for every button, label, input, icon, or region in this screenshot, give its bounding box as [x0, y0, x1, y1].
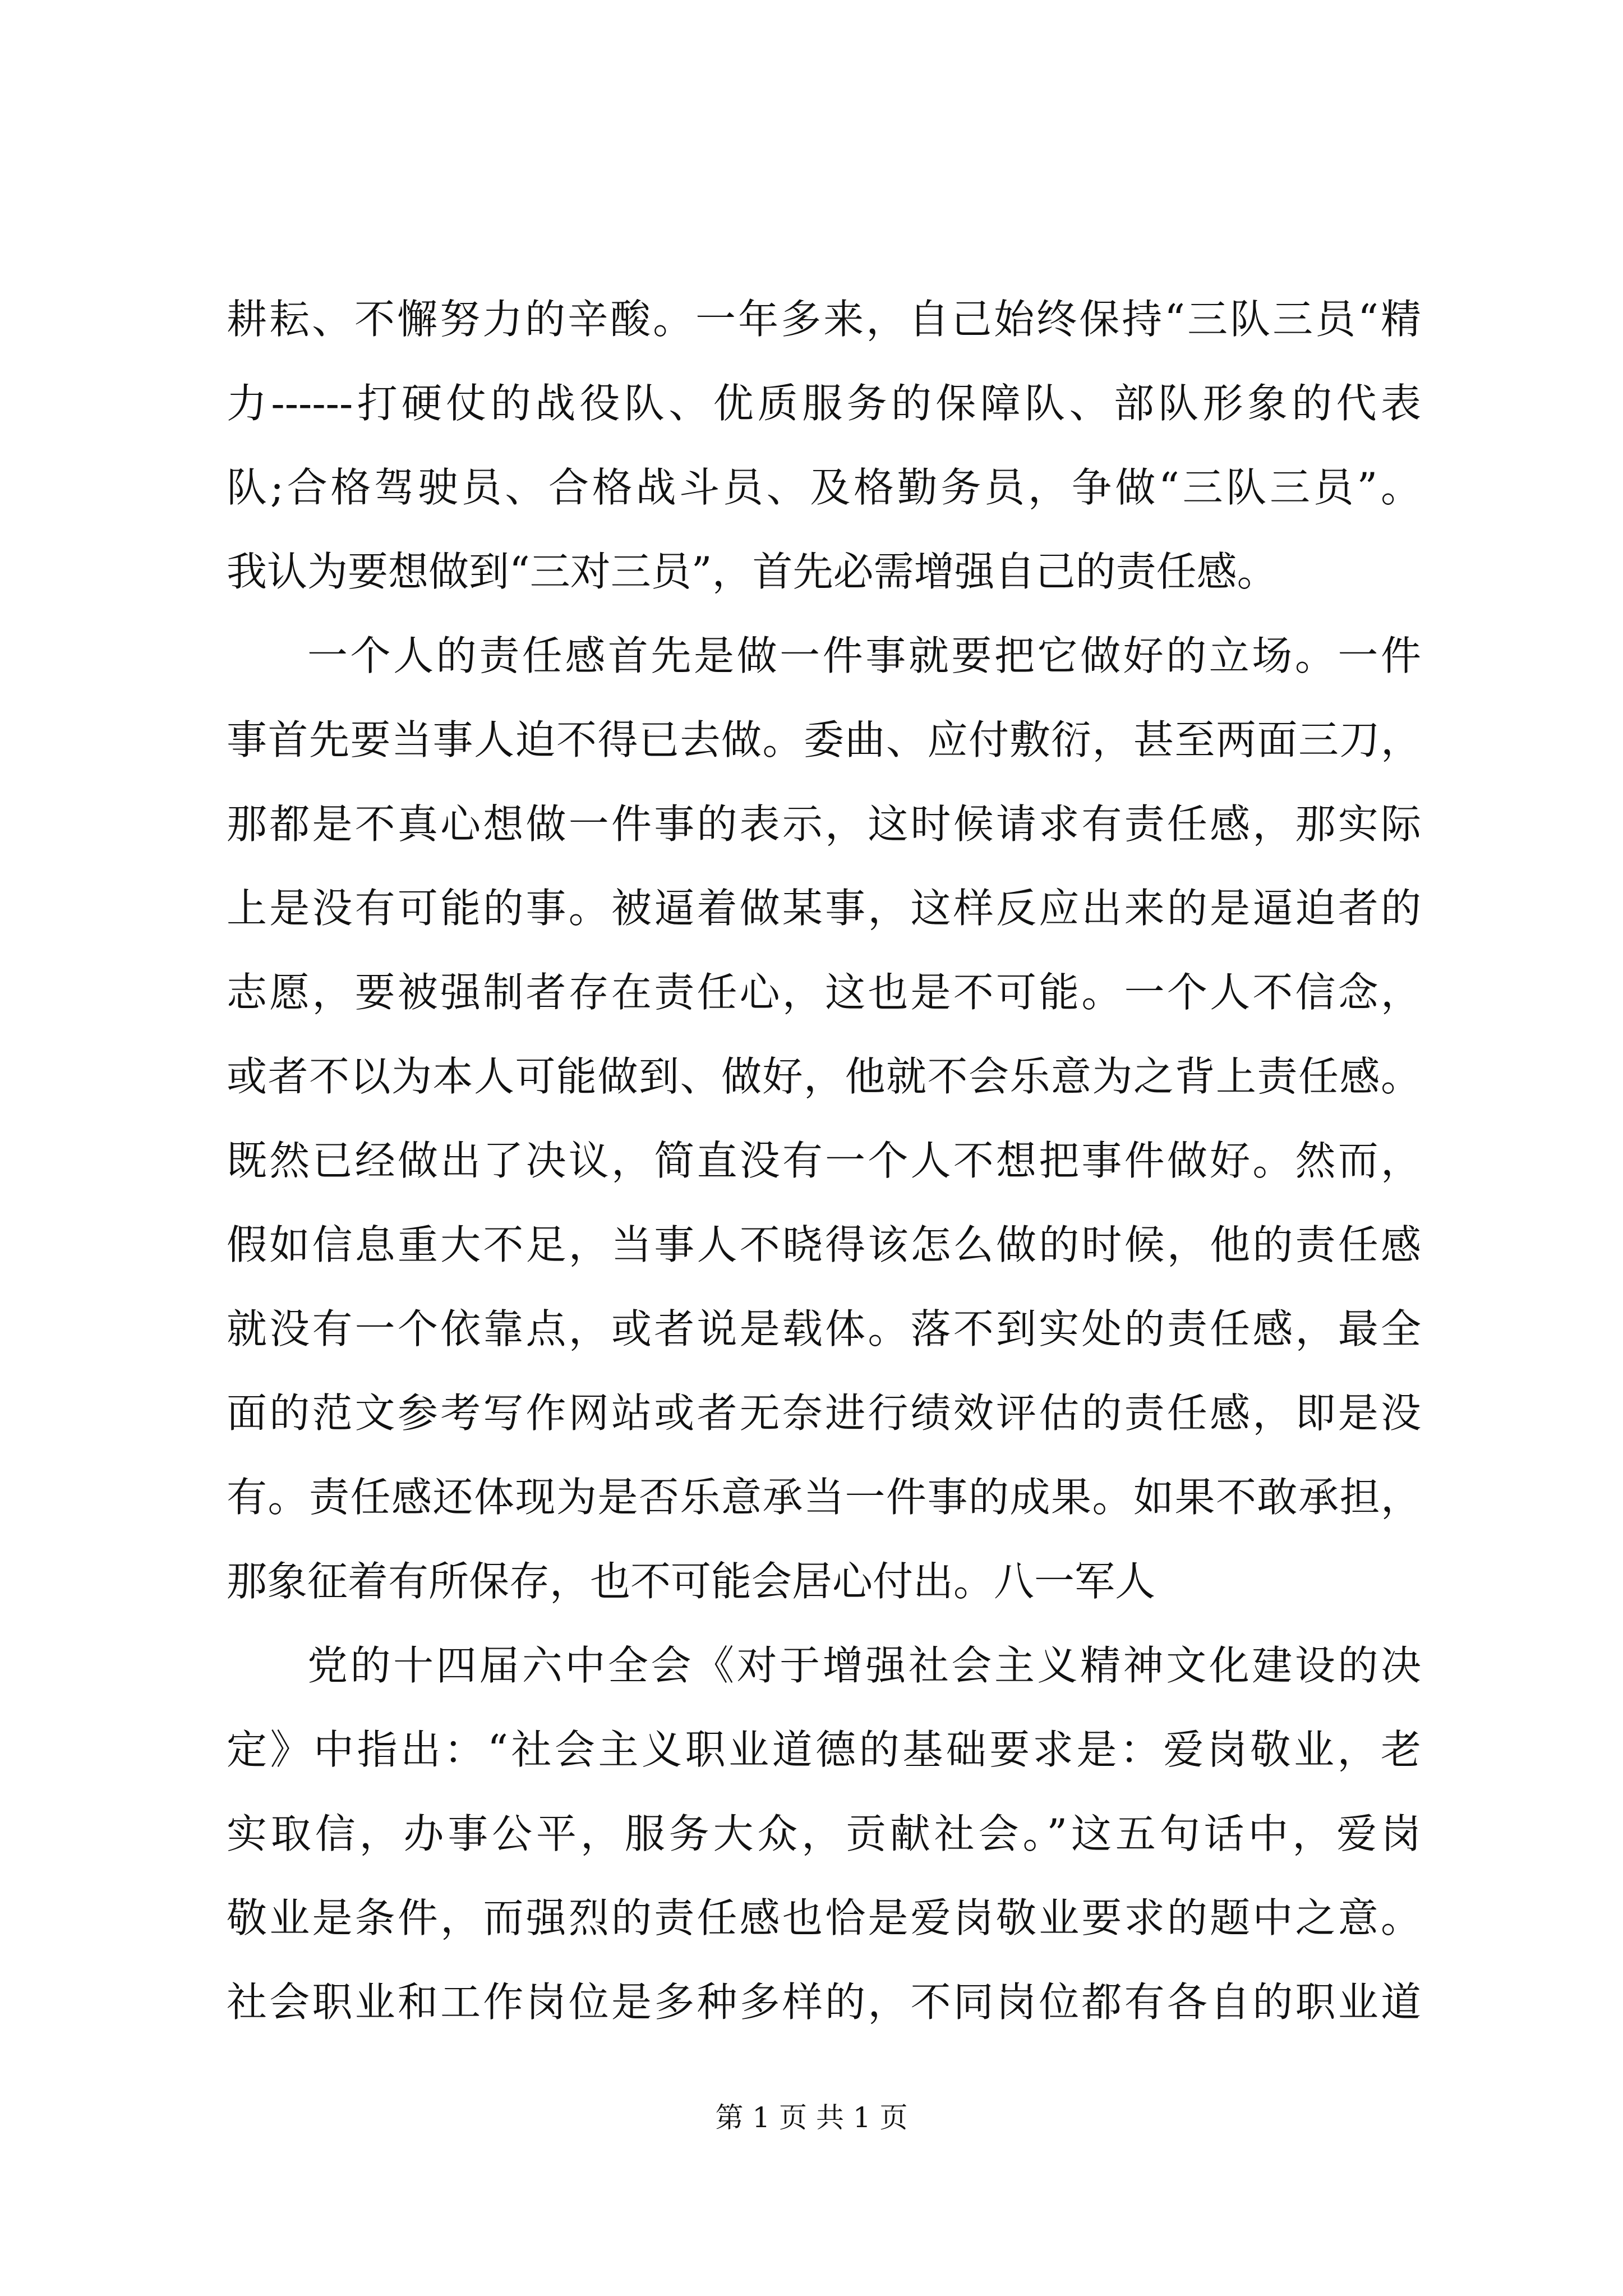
text-line: 既然已经做出了决议，简直没有一个人不想把事件做好。然而，	[227, 1137, 1421, 1184]
text-line: 面的范文参考写作网站或者无奈进行绩效评估的责任感，即是没	[227, 1389, 1421, 1437]
text-line: 力------打硬仗的战役队、优质服务的保障队、部队形象的代表	[227, 380, 1421, 427]
text-line: 队;合格驾驶员、合格战斗员、及格勤务员，争做“三队三员”。	[227, 464, 1421, 511]
text-line: 上是没有可能的事。被逼着做某事，这样反应出来的是逼迫者的	[227, 885, 1421, 932]
text-line: 那都是不真心想做一件事的表示，这时候请求有责任感，那实际	[227, 800, 1421, 848]
paragraph-first-line: 党的十四届六中全会《对于增强社会主义精神文化建设的决	[307, 1642, 1421, 1689]
text-line: 我认为要想做到“三对三员”，首先必需增强自己的责任感。	[227, 548, 1278, 595]
text-line: 定》中指出：“社会主义职业道德的基础要求是：爱岗敬业，老	[227, 1726, 1421, 1773]
text-line: 敬业是条件，而强烈的责任感也恰是爱岗敬业要求的题中之意。	[227, 1894, 1421, 1941]
text-line: 社会职业和工作岗位是多种多样的，不同岗位都有各自的职业道	[227, 1978, 1421, 2026]
text-line: 有。责任感还体现为是否乐意承当一件事的成果。如果不敢承担，	[227, 1474, 1421, 1521]
text-line: 实取信，办事公平，服务大众，贡献社会。”这五句话中，爱岗	[227, 1810, 1421, 1857]
paragraph-first-line: 一个人的责任感首先是做一件事就要把它做好的立场。一件	[307, 632, 1421, 679]
text-line: 假如信息重大不足，当事人不晓得该怎么做的时候，他的责任感	[227, 1221, 1421, 1268]
page-number-footer: 第 1 页 共 1 页	[715, 2101, 908, 2134]
text-line: 或者不以为本人可能做到、做好，他就不会乐意为之背上责任感。	[227, 1053, 1421, 1100]
text-line: 那象征着有所保存，也不可能会居心付出。八一军人	[227, 1558, 1156, 1605]
text-line: 事首先要当事人迫不得已去做。委曲、应付敷衍，甚至两面三刀，	[227, 716, 1421, 763]
text-line: 耕耘、不懈努力的辛酸。一年多来，自己始终保持“三队三员“精	[227, 296, 1421, 343]
text-line: 就没有一个依靠点，或者说是载体。落不到实处的责任感，最全	[227, 1305, 1421, 1352]
text-line: 志愿，要被强制者存在责任心，这也是不可能。一个人不信念，	[227, 969, 1421, 1016]
